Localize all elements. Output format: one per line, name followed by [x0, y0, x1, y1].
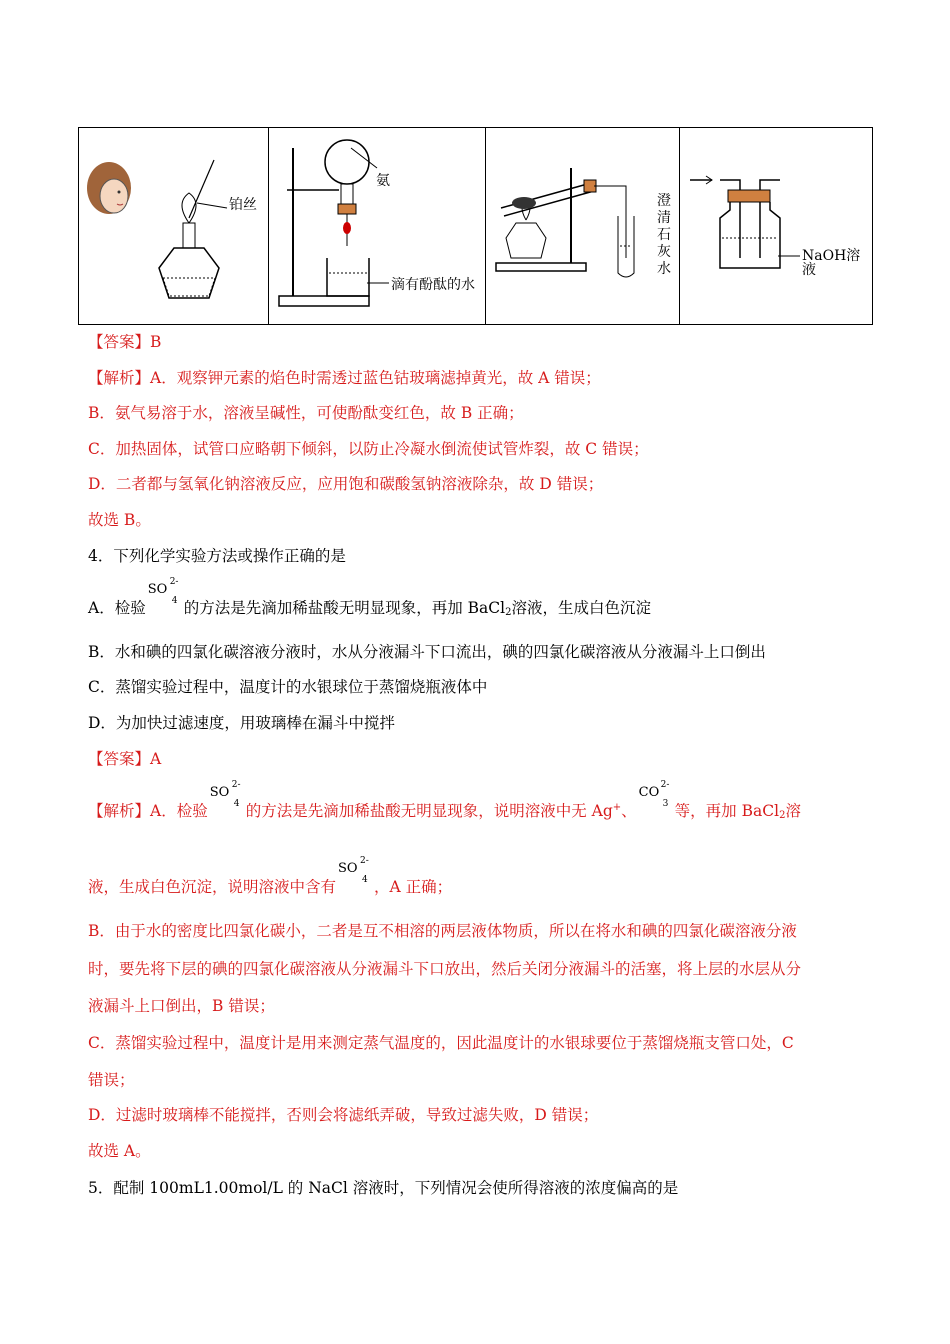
platinum-wire	[189, 160, 214, 218]
q4-conclusion: 故选 A。	[88, 1142, 151, 1160]
face-shape	[100, 179, 128, 213]
q3-analysis-c: C．加热固体，试管口应略朝下倾斜，以防止冷凝水倒流使试管炸裂，故 C 错误；	[88, 440, 649, 458]
heating-drawing	[486, 128, 680, 324]
sulfate-ion: SO 2- 4	[338, 856, 369, 885]
q4-stem: 4．下列化学实验方法或操作正确的是	[88, 547, 346, 565]
round-flask	[325, 140, 369, 184]
q4-analysis-b3: 液漏斗上口倒出，B 错误；	[88, 997, 275, 1015]
alcohol-lamp	[159, 248, 219, 298]
q4-analysis-c1: C．蒸馏实验过程中，温度计是用来测定蒸气温度的，因此温度计的水银球要位于蒸馏烧瓶支管口处，C	[88, 1034, 794, 1052]
naoh-label: NaOH溶液	[802, 248, 861, 278]
red-drop	[343, 222, 351, 234]
q4-answer: 【答案】A	[88, 750, 162, 768]
gas-washing-cell	[680, 128, 871, 324]
platinum-wire-label: 铂丝	[229, 197, 257, 213]
carbonate-ion: CO 2- 3	[638, 780, 670, 809]
ammonia-fountain-cell	[269, 128, 486, 324]
q3-answer: 【答案】B	[88, 333, 162, 351]
q3-analysis-d: D．二者都与氢氧化钠溶液反应，应用饱和碳酸氢钠溶液除杂，故 D 错误；	[88, 475, 604, 493]
lamp	[506, 223, 546, 258]
q5-stem: 5．配制 100mL1.00mol/L 的 NaCl 溶液时，下列情况会使所得溶液的浓度偏高的是	[88, 1179, 679, 1197]
flame-test-cell	[79, 128, 269, 324]
q4-analysis-a: 【解析】A．检验 SO 2- 4 的方法是先滴加稀盐酸无明显现象，说明溶液中无 Ag+、 CO 2- 3 等，再加 BaCl$_2$溶	[88, 780, 801, 821]
q4-analysis-b1: B．由于水的密度比四氯化碳小，二者是互不相溶的两层液体物质，所以在将水和碘的四氯化碳溶液分液	[88, 922, 797, 940]
q4-option-a: A．检验 SO 2- 4 的方法是先滴加稀盐酸无明显现象，再加 BaCl$_2$溶液，生成白色沉淀	[88, 577, 651, 618]
q4-analysis-d: D．过滤时玻璃棒不能搅拌，否则会将滤纸弄破，导致过滤失败，D 错误；	[88, 1106, 599, 1124]
limewater-label: 澄 清 石 灰 水	[657, 193, 671, 277]
q4-analysis-b2: 时，要先将下层的碘的四氯化碳溶液从分液漏斗下口放出，然后关闭分液漏斗的活塞，将上层的水层从分	[88, 960, 802, 978]
q4-analysis-c2: 错误；	[88, 1071, 135, 1089]
q4-option-b: B．水和碘的四氯化碳溶液分液时，水从分液漏斗下口流出，碘的四氯化碳溶液从分液漏斗上口倒出	[88, 643, 766, 661]
heating-solid-cell	[486, 128, 680, 324]
apparatus-figure-table	[78, 127, 873, 325]
q4-analysis-a-cont: 液，生成白色沉淀，说明溶液中含有 SO 2- 4 ，A 正确；	[88, 856, 453, 896]
stopper	[338, 204, 356, 214]
wash-bottle-drawing	[680, 128, 871, 324]
lamp-neck	[183, 223, 195, 248]
q3-analysis-b: B．氨气易溶于水，溶液呈碱性，可使酚酞变红色，故 B 正确；	[88, 404, 524, 422]
wash-bottle	[720, 202, 780, 268]
sulfate-ion: SO 2- 4	[147, 577, 179, 606]
ammonia-drawing	[269, 128, 486, 324]
q3-conclusion: 故选 B。	[88, 511, 151, 529]
q3-analysis-a: 【解析】A．观察钾元素的焰色时需透过蓝色钴玻璃滤掉黄光，故 A 错误；	[88, 369, 601, 387]
sulfate-ion: SO 2- 4	[209, 780, 241, 809]
flame-test-drawing	[79, 128, 269, 324]
phenolphthalein-water-label: 滴有酚酞的水	[391, 277, 475, 293]
ammonia-label: 氨	[376, 173, 390, 189]
beaker	[327, 258, 369, 296]
stand-base	[279, 296, 369, 306]
q4-option-c: C．蒸馏实验过程中，温度计的水银球位于蒸馏烧瓶液体中	[88, 678, 488, 696]
q4-option-d: D．为加快过滤速度，用玻璃棒在漏斗中搅拌	[88, 714, 395, 732]
